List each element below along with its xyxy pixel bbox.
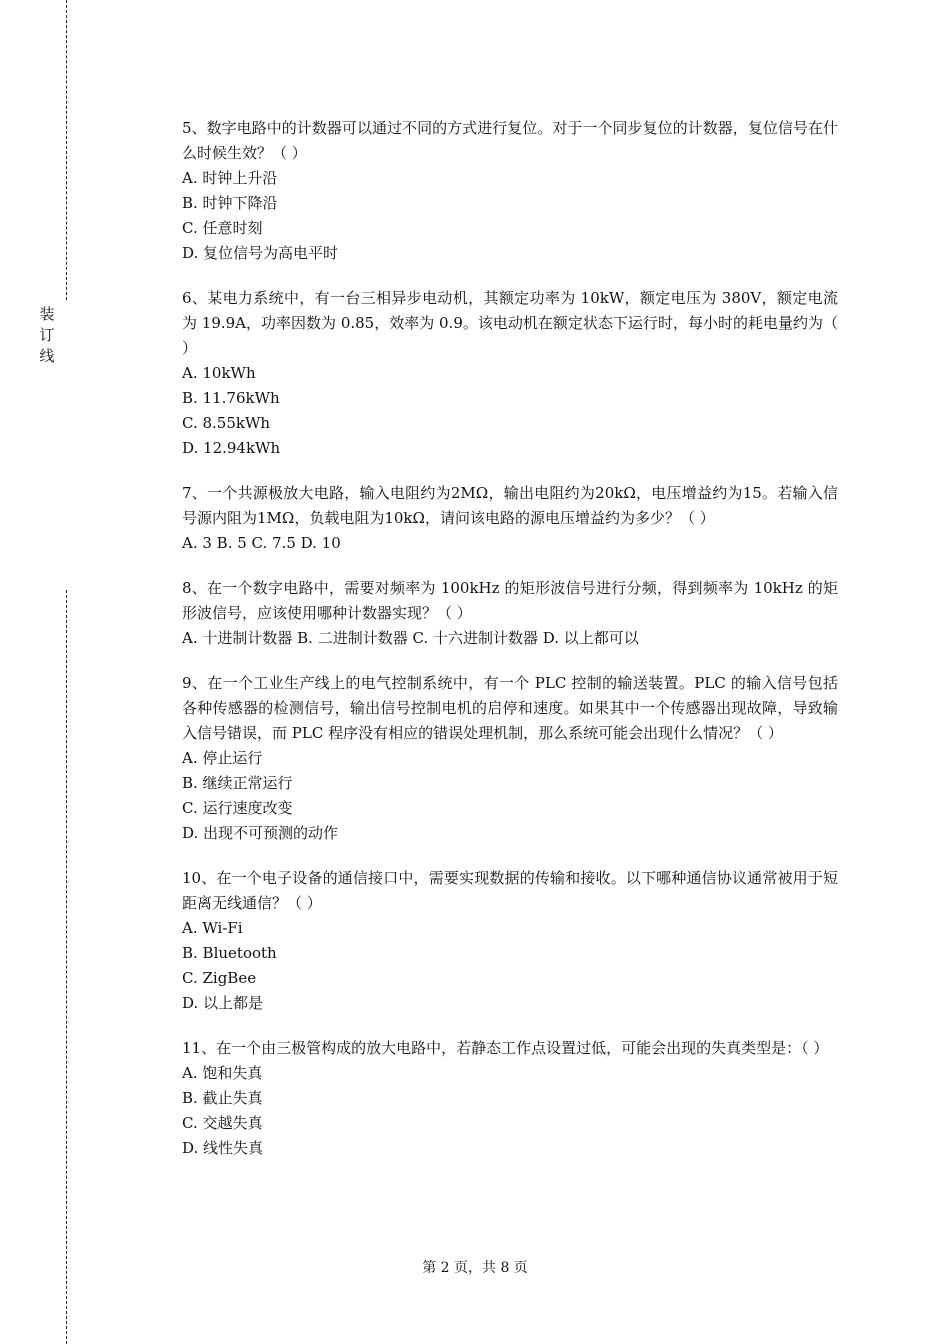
option-a: A. 饱和失真	[182, 1064, 263, 1082]
binding-char: 装	[39, 305, 55, 323]
option-a: A. 停止运行	[182, 749, 263, 767]
options-inline: A. 十进制计数器 B. 二进制计数器 C. 十六进制计数器 D. 以上都可以	[182, 629, 639, 647]
binding-label	[36, 304, 58, 367]
option-b: B. 时钟下降沿	[182, 194, 278, 212]
question-stem: 7、一个共源极放大电路，输入电阻约为2MΩ，输出电阻约为20kΩ，电压增益约为15。若输入信号源内阻为1MΩ，负载电阻为10kΩ，请问该电路的源电压增益约为多少？（ ）	[182, 484, 838, 527]
question-list	[182, 116, 838, 1181]
option-c: C. 运行速度改变	[182, 799, 293, 817]
option-c: C. ZigBee	[182, 969, 257, 987]
page-footer: 第 2 页，共 8 页	[422, 1260, 528, 1276]
option-d: D. 以上都是	[182, 994, 264, 1012]
question-stem: 6、某电力系统中，有一台三相异步电动机，其额定功率为 10kW，额定电压为 380V，额定电流为 19.9A，功率因数为 0.85，效率为 0.9。该电动机在额定状态下运行时，每小时的耗电量约为（ ）	[182, 289, 838, 357]
question-8	[182, 576, 838, 651]
question-10	[182, 866, 838, 1016]
question-7	[182, 481, 838, 556]
options-inline: A. 3 B. 5 C. 7.5 D. 10	[182, 534, 341, 552]
option-c: C. 8.55kWh	[182, 414, 271, 432]
question-stem: 9、在一个工业生产线上的电气控制系统中，有一个 PLC 控制的输送装置。PLC 的输入信号包括各种传感器的检测信号，输出信号控制电机的启停和速度。如果其中一个传感器出现故障，导致输入信号错误，而 PLC 程序没有相应的错误处理机制，那么系统可能会出现什么情况？（ ）	[182, 674, 838, 742]
option-d: D. 复位信号为高电平时	[182, 244, 339, 262]
binding-line-top	[66, 0, 67, 300]
option-c: C. 交越失真	[182, 1114, 263, 1132]
question-9	[182, 671, 838, 846]
option-b: B. 截止失真	[182, 1089, 263, 1107]
option-a: A. 10kWh	[182, 364, 256, 382]
option-b: B. 继续正常运行	[182, 774, 293, 792]
binding-char: 线	[39, 347, 55, 365]
binding-line-bottom	[66, 590, 67, 1344]
option-a: A. 时钟上升沿	[182, 169, 278, 187]
binding-char: 订	[39, 326, 55, 344]
option-d: D. 12.94kWh	[182, 439, 281, 457]
question-stem: 10、在一个电子设备的通信接口中，需要实现数据的传输和接收。以下哪种通信协议通常被用于短距离无线通信？（ ）	[182, 869, 838, 912]
question-5	[182, 116, 838, 266]
option-b: B. Bluetooth	[182, 944, 277, 962]
question-11	[182, 1036, 838, 1161]
option-d: D. 出现不可预测的动作	[182, 824, 339, 842]
option-b: B. 11.76kWh	[182, 389, 280, 407]
option-a: A. Wi-Fi	[182, 919, 243, 937]
question-stem: 8、在一个数字电路中，需要对频率为 100kHz 的矩形波信号进行分频，得到频率为 10kHz 的矩形波信号，应该使用哪种计数器实现？（ ）	[182, 579, 838, 622]
question-stem: 5、数字电路中的计数器可以通过不同的方式进行复位。对于一个同步复位的计数器，复位信号在什么时候生效？（ ）	[182, 119, 838, 162]
question-stem: 11、在一个由三极管构成的放大电路中，若静态工作点设置过低，可能会出现的失真类型是：（ ）	[182, 1039, 829, 1057]
question-6	[182, 286, 838, 461]
option-d: D. 线性失真	[182, 1139, 264, 1157]
option-c: C. 任意时刻	[182, 219, 263, 237]
